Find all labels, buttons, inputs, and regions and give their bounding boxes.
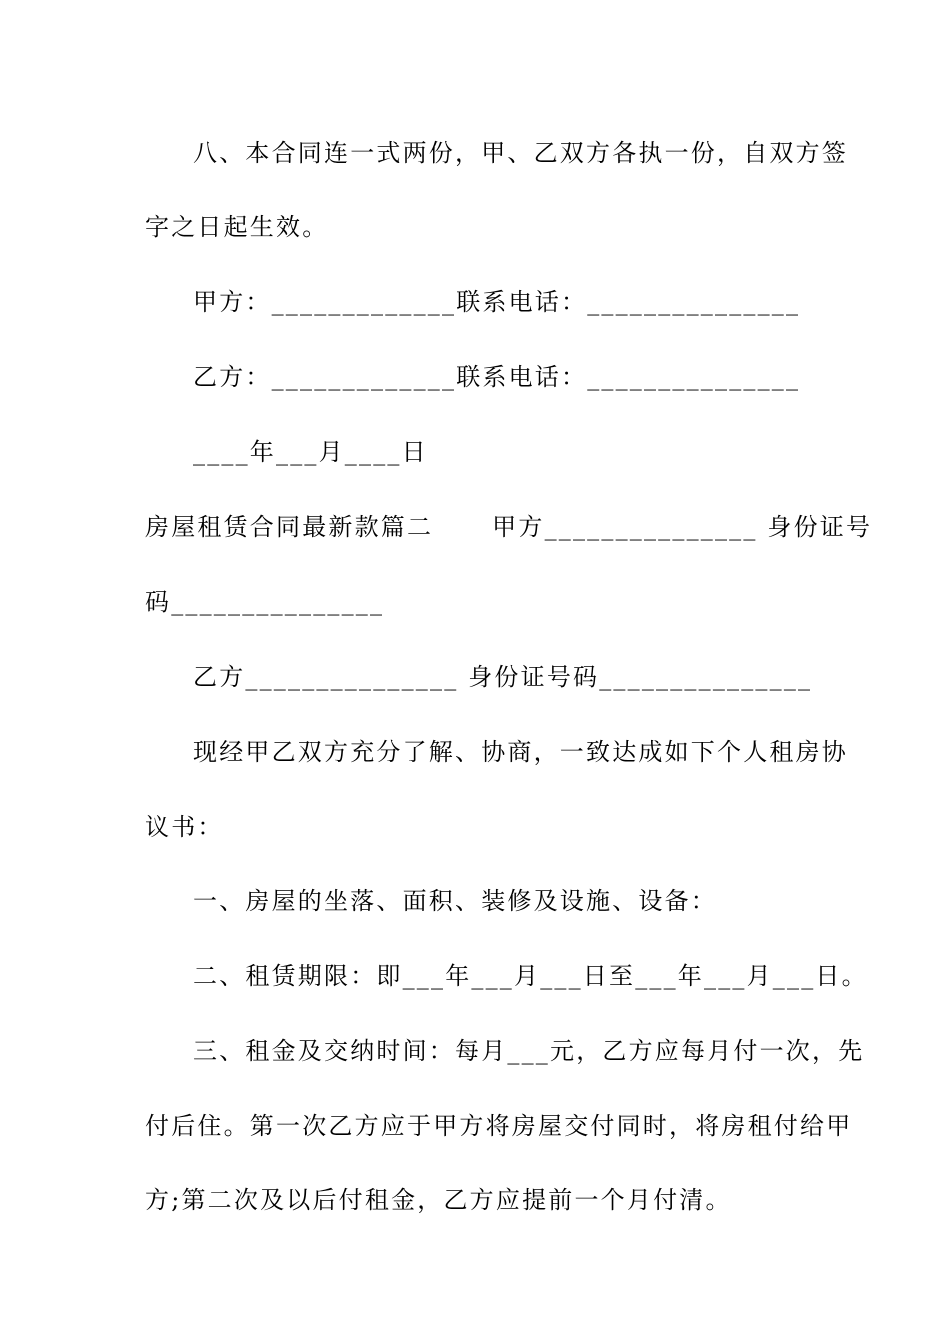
contract-two-heading-line: 房屋租赁合同最新款篇二 甲方_______________ 身份证号 [145,513,873,541]
intro-line-1: 现经甲乙双方充分了解、协商，一致达成如下个人租房协 [193,738,848,766]
clause-3-line-3: 方;第二次及以后付租金，乙方应提前一个月付清。 [145,1186,732,1214]
party-a-signature-line: 甲方：_____________联系电话：_______________ [193,288,801,316]
party-b-id-line: 乙方_______________ 身份证号码_______________ [193,663,813,691]
clause-3-line-2: 付后住。第一次乙方应于甲方将房屋交付同时，将房租付给甲 [145,1112,853,1140]
party-b-signature-line: 乙方：_____________联系电话：_______________ [193,363,801,391]
date-line: ____年___月____日 [193,438,428,466]
clause-8-line-1: 八、本合同连一式两份，甲、乙双方各执一份，自双方签 [193,139,848,167]
clause-3-line-1: 三、租金及交纳时间：每月___元，乙方应每月付一次，先 [193,1037,865,1065]
clause-2-line: 二、租赁期限：即___年___月___日至___年___月___日。 [193,962,868,990]
clause-1-line: 一、房屋的坐落、面积、装修及设施、设备： [193,887,717,915]
party-a-id-line: 码_______________ [145,588,385,616]
intro-line-2: 议书： [145,813,224,841]
clause-8-line-2: 字之日起生效。 [145,213,329,241]
